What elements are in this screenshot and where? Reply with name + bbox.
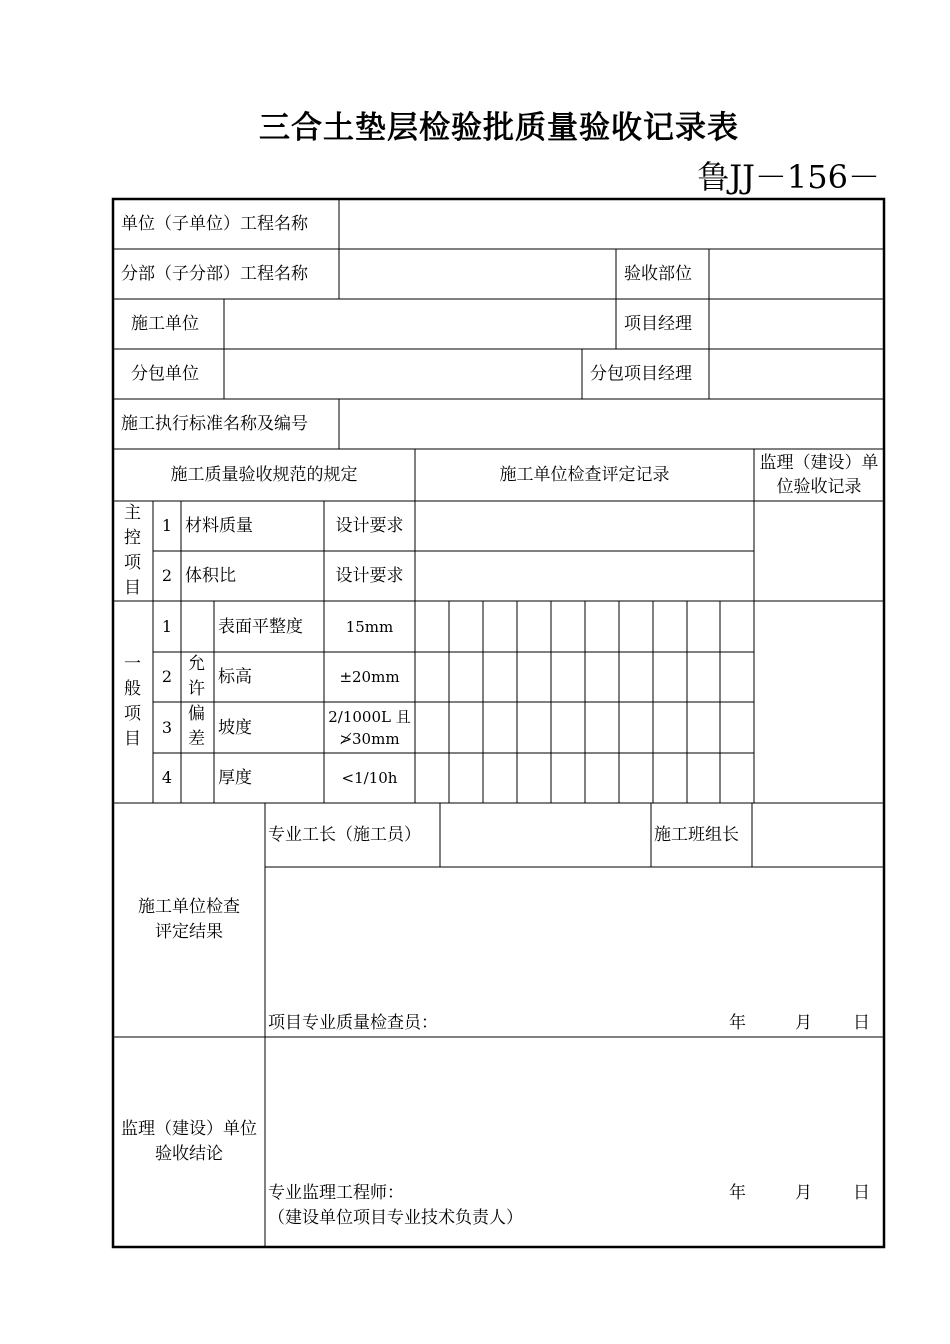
- construction-unit-field[interactable]: [224, 299, 616, 349]
- general-item-requirement: 15mm: [345, 617, 394, 636]
- general-item-requirement: ±20mm: [339, 668, 400, 686]
- project-name-field[interactable]: [339, 199, 884, 249]
- month-label: 月: [795, 1013, 812, 1033]
- conclusion-label: 监理（建设）单位验收结论: [121, 1119, 257, 1164]
- main-item-record[interactable]: [415, 501, 754, 551]
- year-label: 年: [729, 1013, 746, 1033]
- main-item-no: 1: [161, 516, 173, 535]
- main-item-name: 体积比: [185, 566, 236, 586]
- standard-label: 施工执行标准名称及编号: [121, 414, 308, 434]
- month-label: 月: [795, 1183, 812, 1203]
- record-column-header: 施工单位检查评定记录: [499, 465, 670, 485]
- general-item-no: 2: [161, 667, 173, 686]
- general-item-requirement: 2/1000L 且≯30mm: [328, 707, 411, 748]
- supervision-column-header: 监理（建设）单位验收记录: [759, 453, 879, 497]
- engineer-sub-label: （建设单位项目专业技术负责人）: [268, 1208, 523, 1228]
- standard-field[interactable]: [339, 399, 884, 449]
- day-label: 日: [853, 1013, 870, 1033]
- general-item-no: 1: [161, 616, 173, 636]
- general-item-name: 表面平整度: [218, 616, 303, 637]
- acceptance-part-field[interactable]: [709, 249, 884, 299]
- team-leader-label: 施工班组长: [654, 825, 739, 845]
- main-supervision-record[interactable]: [754, 501, 884, 601]
- team-leader-field[interactable]: [752, 803, 884, 867]
- main-item-name: 材料质量: [185, 516, 253, 536]
- subcontract-unit-field[interactable]: [224, 349, 582, 399]
- check-result-label: 施工单位检查评定结果: [138, 897, 240, 942]
- general-item-name: 标高: [218, 667, 252, 687]
- acceptance-part-label: 验收部位: [624, 264, 692, 284]
- general-item-no: 4: [161, 768, 173, 787]
- project-name-label: 单位（子单位）工程名称: [121, 214, 308, 234]
- form-code: 鲁JJ－156－: [697, 158, 880, 196]
- subcontract-unit-label: 分包单位: [131, 364, 199, 384]
- main-item-requirement: 设计要求: [335, 566, 404, 586]
- sub-project-label: 分部（子分部）工程名称: [121, 264, 308, 284]
- project-manager-label: 项目经理: [624, 314, 692, 334]
- general-item-name: 厚度: [218, 768, 252, 788]
- foreman-field[interactable]: [440, 803, 651, 867]
- subcontract-manager-label: 分包项目经理: [590, 364, 692, 384]
- inspector-label: 项目专业质量检查员：: [268, 1013, 438, 1033]
- sub-project-field[interactable]: [339, 249, 616, 299]
- general-item-requirement: <1/10h: [341, 769, 398, 787]
- construction-unit-label: 施工单位: [131, 314, 199, 334]
- deviation-label: 允许偏差: [188, 654, 205, 749]
- general-item-no: 3: [161, 717, 173, 737]
- spec-column-header: 施工质量验收规范的规定: [170, 465, 358, 485]
- main-item-no: 2: [161, 566, 173, 585]
- general-label: 一般项目: [124, 654, 141, 749]
- subcontract-manager-field[interactable]: [709, 349, 884, 399]
- main-item-record[interactable]: [415, 551, 754, 601]
- general-supervision-record[interactable]: [754, 601, 884, 803]
- day-label: 日: [853, 1183, 870, 1203]
- foreman-label: 专业工长（施工员）: [268, 825, 421, 845]
- year-label: 年: [729, 1183, 746, 1203]
- page-title: 三合土垫层检验批质量验收记录表: [259, 110, 739, 146]
- main-control-label: 主控项目: [124, 503, 141, 598]
- engineer-label: 专业监理工程师：: [268, 1183, 404, 1203]
- main-item-requirement: 设计要求: [335, 516, 404, 536]
- general-item-name: 坡度: [218, 717, 252, 738]
- project-manager-field[interactable]: [709, 299, 884, 349]
